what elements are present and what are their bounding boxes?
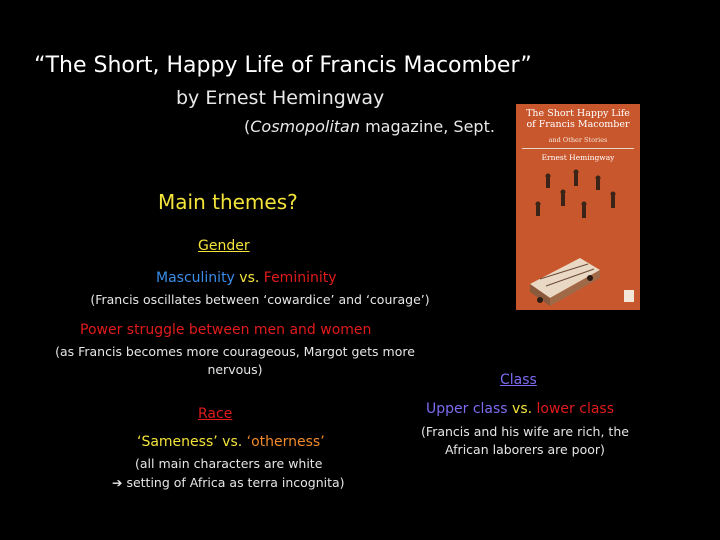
race-note-text: setting of Africa as terra incognita) xyxy=(122,475,345,490)
class-note: (Francis and his wife are rich, the African laborers are poor) xyxy=(421,424,629,457)
book-cover-image xyxy=(516,104,640,310)
upper-class-label: Upper class xyxy=(426,401,508,417)
publication-line xyxy=(244,117,495,136)
vs-label: vs. xyxy=(217,434,247,450)
race-note-line-2 xyxy=(112,475,345,490)
gender-note: (Francis oscillates between ‘cowardice’ and ‘courage’) xyxy=(90,292,430,307)
lower-class-label: lower class xyxy=(536,401,615,417)
sameness-otherness-line xyxy=(137,434,325,450)
arrow-right-icon: ➔ xyxy=(112,475,123,490)
pub-rest: magazine, Sept. xyxy=(359,117,495,136)
vs-label: vs. xyxy=(507,401,537,417)
race-heading: Race xyxy=(198,406,233,422)
power-struggle-line: Power struggle between men and women xyxy=(80,322,372,338)
main-themes-heading: Main themes? xyxy=(158,190,298,214)
cover-divider xyxy=(522,148,634,149)
class-heading: Class xyxy=(500,372,537,388)
slide-title: “The Short, Happy Life of Francis Macomber” xyxy=(34,53,532,78)
author-line: by Ernest Hemingway xyxy=(176,87,385,109)
pub-magazine: Cosmopolitan xyxy=(250,117,360,136)
race-note-line-1: (all main characters are white xyxy=(135,456,323,471)
masculinity-label: Masculinity xyxy=(156,270,235,286)
pub-open: ( xyxy=(244,117,251,136)
vs-label: vs. xyxy=(234,270,264,286)
cover-illustration xyxy=(516,166,640,310)
otherness-label: ‘otherness’ xyxy=(246,434,325,450)
femininity-label: Femininity xyxy=(263,270,337,286)
upper-lower-class-line xyxy=(426,401,614,417)
cover-vehicle xyxy=(530,258,600,306)
masculinity-femininity-line xyxy=(156,270,337,286)
cover-author: Ernest Hemingway xyxy=(541,153,615,162)
publisher-logo xyxy=(624,290,634,302)
power-struggle-note: (as Francis becomes more courageous, Margot gets more nervous) xyxy=(55,344,415,377)
cover-subtitle: and Other Stories xyxy=(548,136,608,144)
sameness-label: ‘Sameness’ xyxy=(137,434,218,450)
gender-heading: Gender xyxy=(198,238,250,254)
cover-title: The Short Happy Life of Francis Macomber xyxy=(526,108,630,130)
cover-figures xyxy=(536,170,616,219)
